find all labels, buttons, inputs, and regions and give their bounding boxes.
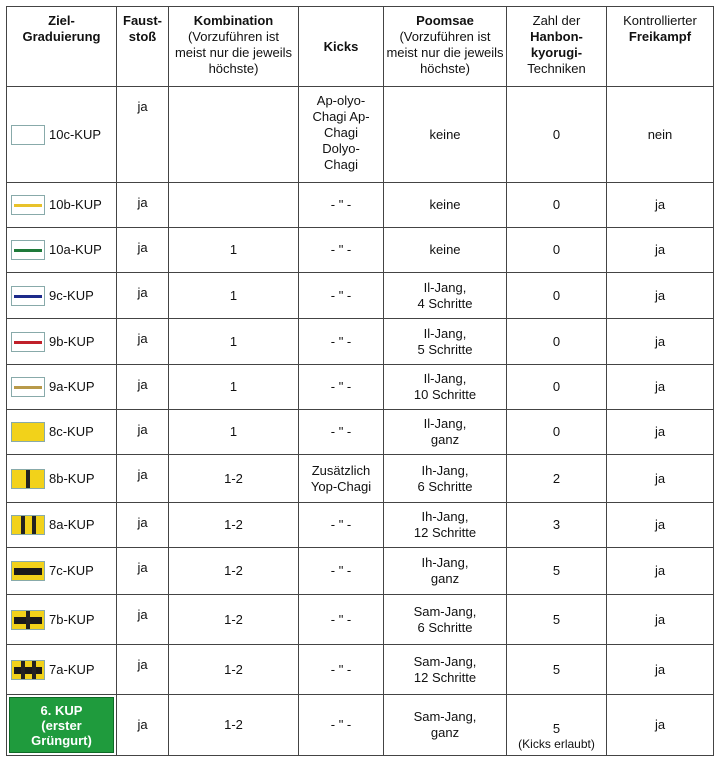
belt-stripe: [14, 568, 42, 575]
grade-label: 7c-KUP: [49, 563, 94, 578]
grade-cell: [7, 503, 117, 548]
poomsae-line-2: 12 Schritte: [413, 669, 477, 685]
kombination-cell: 1-2: [169, 503, 299, 548]
belt-stripe: [14, 249, 42, 252]
poomsae-line-2: 6 Schritte: [417, 478, 473, 494]
poomsae-cell: Sam-Jang, ganz: [384, 695, 507, 756]
kombination-cell: 1-2: [169, 548, 299, 595]
faust-cell: ja: [117, 455, 169, 503]
zahl-cell: 0: [507, 228, 607, 273]
poomsae-line-2: 5 Schritte: [417, 341, 473, 357]
poomsae-cell: [384, 183, 507, 228]
faust-cell: ja: [117, 695, 169, 756]
grade-label: 7b-KUP: [49, 611, 95, 627]
grade-cell: [7, 455, 117, 503]
poomsae-cell: [384, 228, 507, 273]
poomsae-cell: [384, 645, 507, 695]
poomsae-cell: [384, 503, 507, 548]
faust-cell: ja: [117, 645, 169, 695]
poomsae-cell: [384, 273, 507, 319]
belt-bar: [26, 611, 30, 629]
grade-label: 9c-KUP: [49, 287, 94, 303]
kicks-cell: - " -: [299, 645, 384, 695]
poomsae-line-1: Ih-Jang,: [421, 555, 469, 570]
belt-icon: [11, 660, 45, 680]
poomsae-line-1: keine: [429, 126, 461, 142]
table-row: [7, 645, 714, 695]
zahl-cell: 0: [507, 319, 607, 365]
zahl-cell: 2: [507, 455, 607, 503]
belt-stripe: [14, 295, 42, 298]
kicks-cell: - " -: [299, 595, 384, 645]
grade-cell: [7, 365, 117, 410]
belt-icon: [11, 515, 45, 535]
header-freikampf: Kontrollierter Freikampf: [607, 7, 714, 87]
table-row: [7, 319, 714, 365]
zahl-cell: 5: [507, 595, 607, 645]
kicks-cell: Zusätzlich Yop-Chagi: [299, 455, 384, 503]
kicks-cell: - " -: [299, 365, 384, 410]
grade-label: 10c-KUP: [49, 126, 102, 142]
faust-cell: ja: [117, 228, 169, 273]
belt-stripe: [14, 341, 42, 344]
zahl-cell: 0: [507, 273, 607, 319]
table-row: [7, 228, 714, 273]
kombination-cell: [169, 87, 299, 183]
poomsae-line-1: Sam-Jang,: [413, 653, 477, 669]
zahl-cell: 3: [507, 503, 607, 548]
faust-cell: ja: [117, 87, 169, 183]
faust-cell: ja: [117, 273, 169, 319]
poomsae-line-1: Ih-Jang,: [421, 509, 469, 524]
zahl-cell: 5 (Kicks erlaubt): [507, 695, 607, 756]
freikampf-cell: ja: [607, 410, 714, 455]
header-zahl-hanbon: Zahl der Hanbon- kyorugi- Techniken: [507, 7, 607, 87]
belt-bar: [26, 470, 30, 488]
faust-cell: ja: [117, 183, 169, 228]
grade-cell: [7, 595, 117, 645]
header-ziel-graduierung: Ziel- Graduierung: [7, 7, 117, 87]
table-row-6-kup: [7, 695, 714, 756]
header-poomsae: Poomsae (Vorzuführen ist meist nur die jeweils höchste): [384, 7, 507, 87]
zahl-cell: 0: [507, 365, 607, 410]
kicks-cell: - " -: [299, 503, 384, 548]
freikampf-cell: ja: [607, 228, 714, 273]
table-row: [7, 595, 714, 645]
grade-label: 9b-KUP: [49, 333, 95, 349]
kombination-cell: [169, 183, 299, 228]
kicks-cell: - " -: [299, 319, 384, 365]
belt-icon: [11, 332, 45, 352]
grade-cell: [7, 548, 117, 595]
poomsae-line-1: Il-Jang,: [423, 279, 467, 295]
belt-icon: [11, 610, 45, 630]
grade-cell: [7, 319, 117, 365]
kicks-cell: - " -: [299, 228, 384, 273]
freikampf-cell: ja: [607, 183, 714, 228]
belt-bar: [21, 516, 25, 534]
poomsae-cell: [384, 87, 507, 183]
poomsae-line-1: Il-Jang,: [423, 416, 467, 431]
kicks-cell: - " -: [299, 410, 384, 455]
poomsae-line-2: ganz: [430, 571, 460, 586]
kombination-cell: 1-2: [169, 455, 299, 503]
grade-label: 8a-KUP: [49, 517, 95, 532]
table-row: [7, 548, 714, 595]
table-row: [7, 273, 714, 319]
belt-bar: [21, 661, 25, 679]
poomsae-line-2: 6 Schritte: [417, 619, 473, 635]
freikampf-cell: ja: [607, 319, 714, 365]
green-belt-badge: 6. KUP (erster Grüngurt): [9, 697, 114, 753]
grade-cell: [7, 695, 117, 756]
header-kicks: Kicks: [299, 7, 384, 87]
grade-cell: [7, 183, 117, 228]
poomsae-cell: [384, 595, 507, 645]
belt-icon: [11, 125, 45, 145]
poomsae-cell: [384, 410, 507, 455]
belt-icon: [11, 195, 45, 215]
kicks-cell: Ap-olyo-Chagi Ap-Chagi Dolyo-Chagi: [299, 87, 384, 183]
belt-icon: [11, 377, 45, 397]
poomsae-line-1: Il-Jang,: [423, 325, 467, 341]
kombination-cell: 1-2: [169, 695, 299, 756]
table-row: [7, 503, 714, 548]
poomsae-line-1: keine: [429, 242, 461, 257]
grade-label: 7a-KUP: [49, 661, 95, 677]
poomsae-line-2: 4 Schritte: [417, 295, 473, 311]
header-row: [7, 7, 714, 87]
poomsae-cell: [384, 319, 507, 365]
faust-cell: ja: [117, 548, 169, 595]
belt-bar: [32, 661, 36, 679]
kicks-cell: - " -: [299, 183, 384, 228]
grade-cell: [7, 87, 117, 183]
zahl-cell: 0: [507, 410, 607, 455]
belt-stripe: [14, 204, 42, 207]
freikampf-cell: nein: [607, 87, 714, 183]
grade-label: 8b-KUP: [49, 470, 95, 486]
belt-icon: [11, 469, 45, 489]
kombination-cell: 1: [169, 319, 299, 365]
poomsae-cell: [384, 455, 507, 503]
freikampf-cell: ja: [607, 455, 714, 503]
poomsae-line-1: keine: [429, 197, 461, 212]
freikampf-cell: ja: [607, 548, 714, 595]
zahl-cell: 0: [507, 183, 607, 228]
poomsae-cell: [384, 365, 507, 410]
table-row: [7, 183, 714, 228]
graduation-table: [6, 6, 714, 756]
faust-cell: ja: [117, 503, 169, 548]
freikampf-cell: ja: [607, 365, 714, 410]
freikampf-cell: ja: [607, 503, 714, 548]
freikampf-cell: ja: [607, 595, 714, 645]
belt-icon: [11, 561, 45, 581]
grade-cell: [7, 228, 117, 273]
zahl-cell: 5: [507, 645, 607, 695]
zahl-cell: 5: [507, 548, 607, 595]
poomsae-line-1: Sam-Jang,: [413, 603, 477, 619]
belt-icon: [11, 422, 45, 442]
kicks-cell: - " -: [299, 695, 384, 756]
kombination-cell: 1: [169, 228, 299, 273]
freikampf-cell: ja: [607, 695, 714, 756]
kombination-cell: 1-2: [169, 645, 299, 695]
belt-icon: [11, 240, 45, 260]
kicks-cell: - " -: [299, 273, 384, 319]
belt-bar: [32, 516, 36, 534]
table-row: [7, 455, 714, 503]
faust-cell: ja: [117, 595, 169, 645]
belt-stripe: [14, 386, 42, 389]
kicks-cell: - " -: [299, 548, 384, 595]
table-row: [7, 87, 714, 183]
kombination-cell: 1: [169, 365, 299, 410]
belt-stripe: [14, 667, 42, 674]
poomsae-cell: [384, 548, 507, 595]
header-kombination: Kombination (Vorzuführen ist meist nur die jeweils höchste): [169, 7, 299, 87]
poomsae-line-1: Ih-Jang,: [421, 462, 469, 478]
poomsae-line-2: ganz: [430, 432, 460, 447]
table-row: [7, 365, 714, 410]
freikampf-cell: ja: [607, 645, 714, 695]
poomsae-line-1: Il-Jang,: [423, 371, 467, 386]
kombination-cell: 1: [169, 410, 299, 455]
poomsae-line-2: 10 Schritte: [413, 387, 477, 402]
grade-label: 9a-KUP: [49, 379, 95, 394]
kombination-cell: 1: [169, 273, 299, 319]
grade-label: 10a-KUP: [49, 242, 102, 257]
grade-cell: [7, 645, 117, 695]
table-row: [7, 410, 714, 455]
belt-icon: [11, 286, 45, 306]
poomsae-line-2: 12 Schritte: [413, 525, 477, 540]
zahl-cell: 0: [507, 87, 607, 183]
freikampf-cell: ja: [607, 273, 714, 319]
grade-label: 10b-KUP: [49, 197, 102, 212]
faust-cell: ja: [117, 319, 169, 365]
grade-cell: [7, 273, 117, 319]
faust-cell: ja: [117, 410, 169, 455]
faust-cell: ja: [117, 365, 169, 410]
grade-cell: [7, 410, 117, 455]
grade-label: 8c-KUP: [49, 424, 94, 439]
header-faust: Faust- stoß: [117, 7, 169, 87]
kombination-cell: 1-2: [169, 595, 299, 645]
